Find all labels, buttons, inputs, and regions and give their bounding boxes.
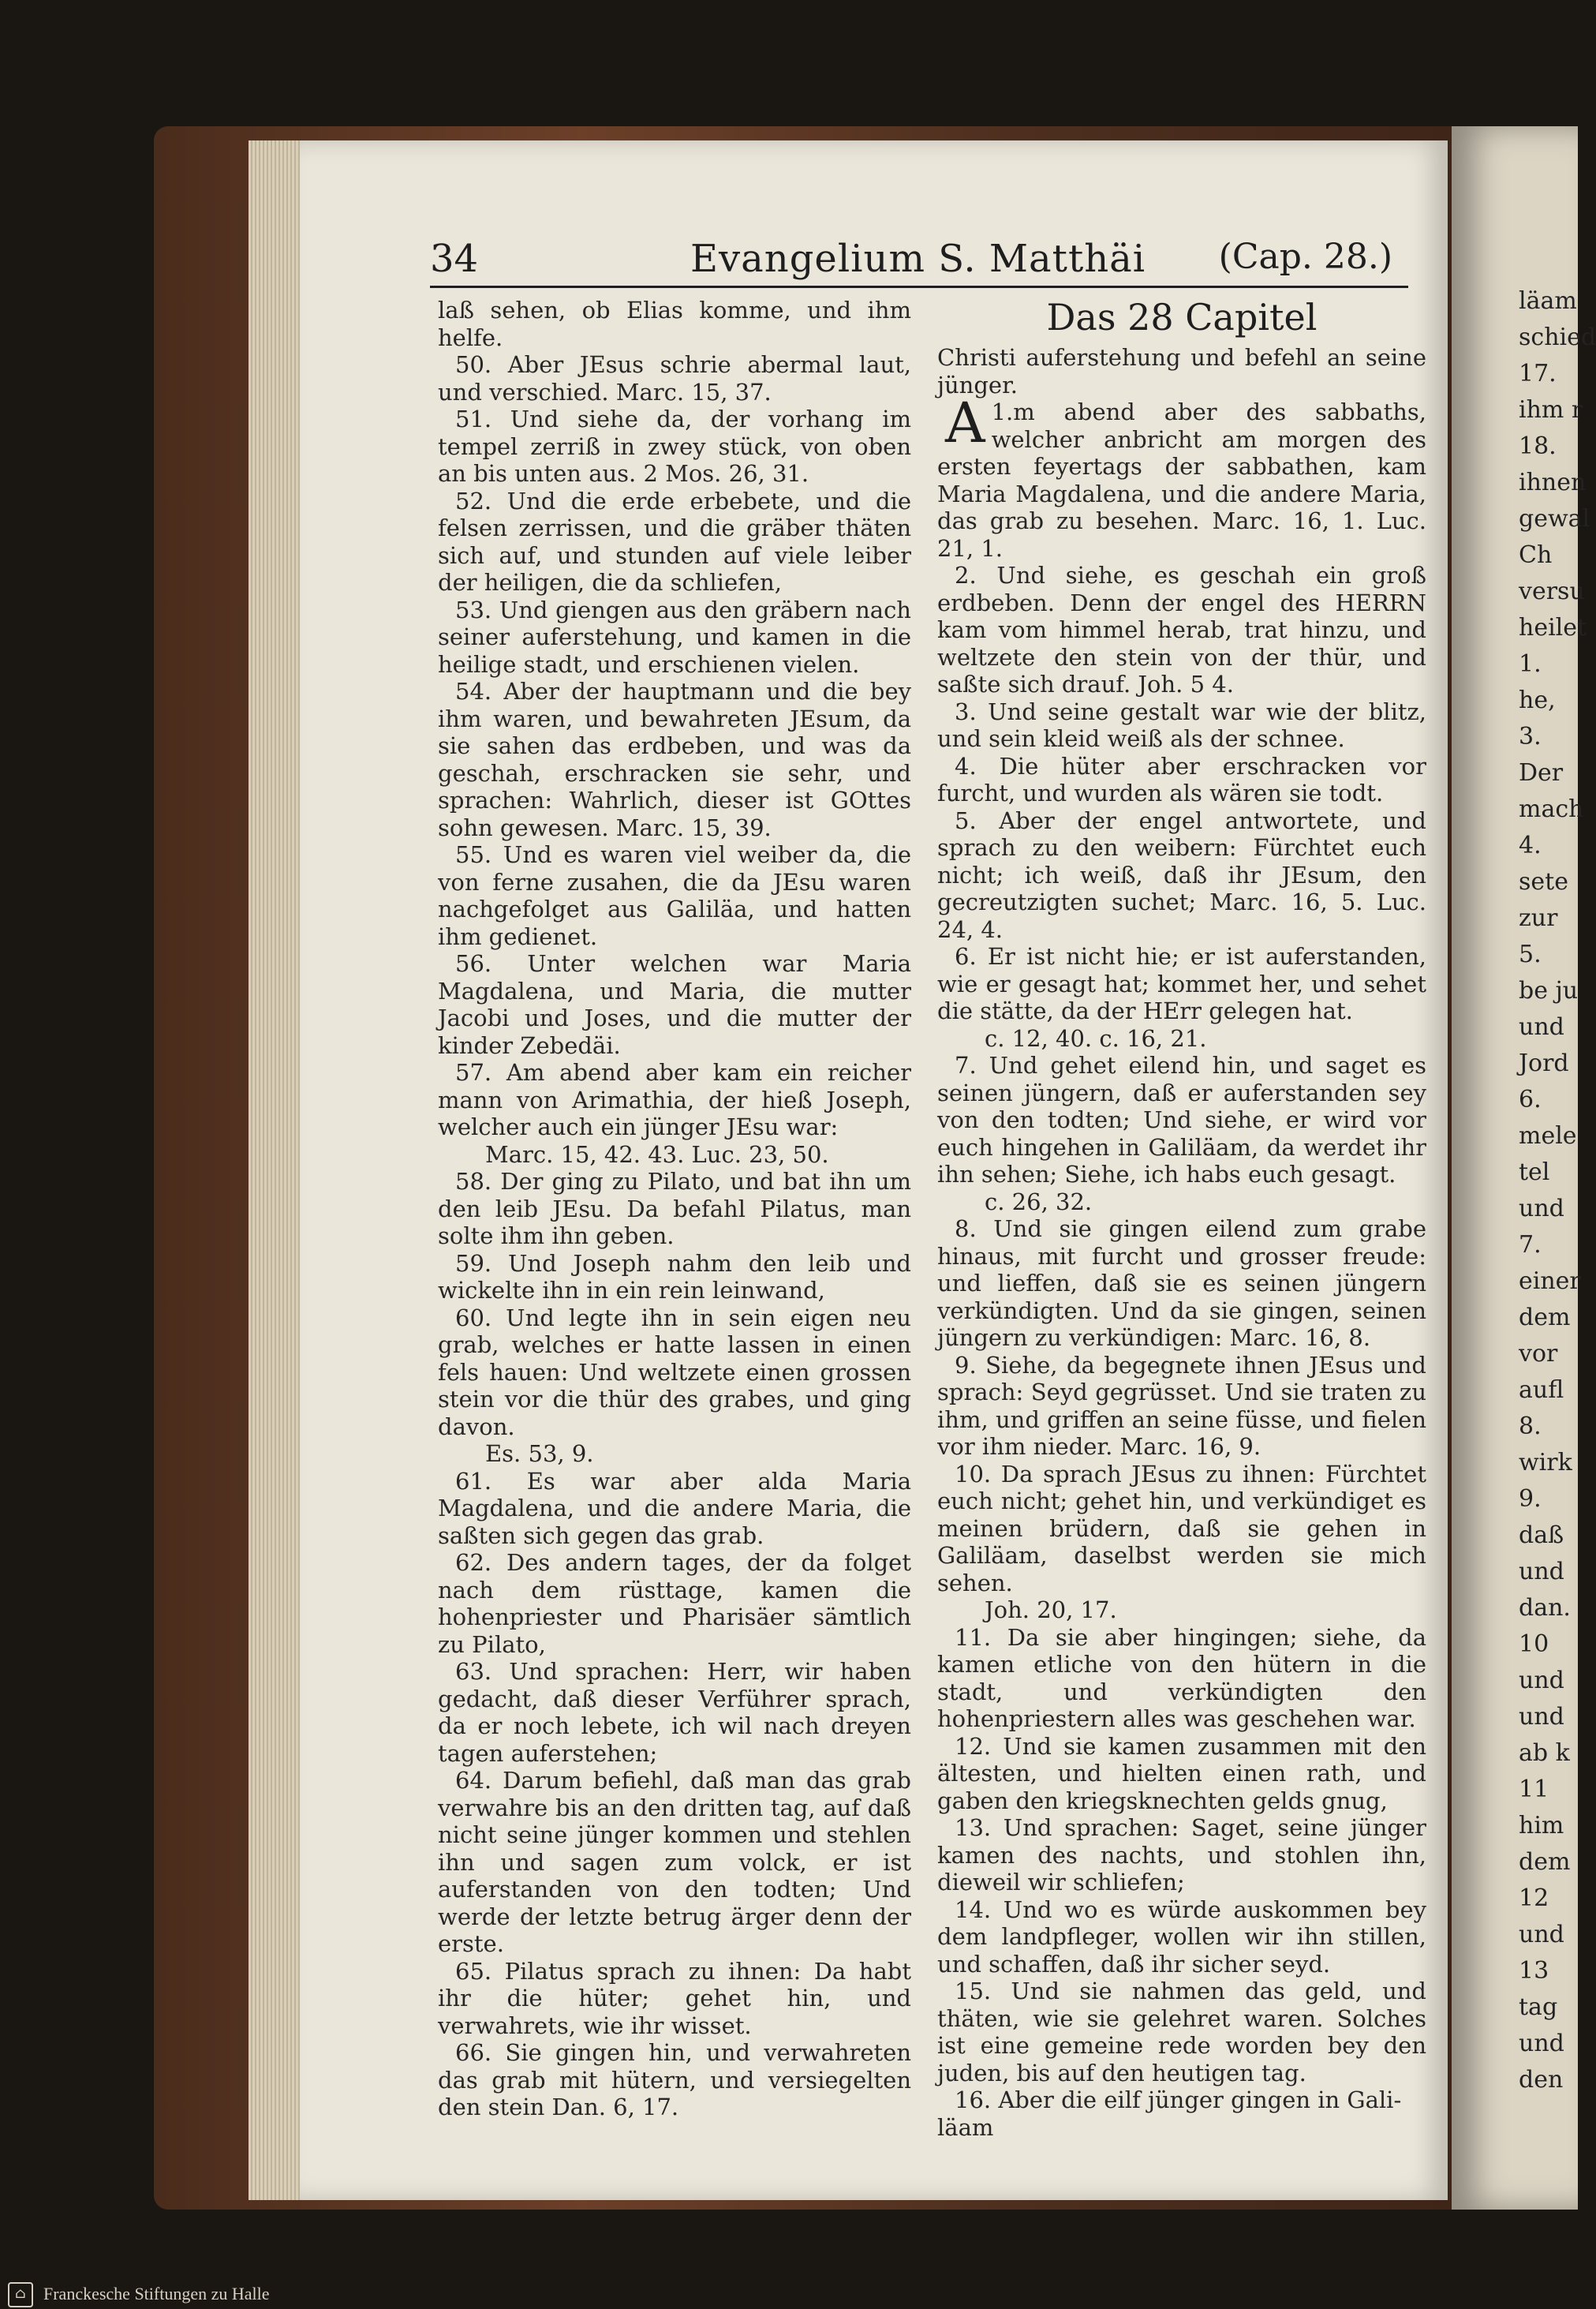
facing-page-fragment: 7.: [1519, 1231, 1542, 1259]
facing-page-fragment: versu: [1519, 578, 1585, 605]
verse-paragraph: 13. Und sprachen: Saget, seine jünger kamen des nachts, und stohlen ihn, dieweil wir schliefen;: [937, 1814, 1426, 1895]
verse-paragraph: 16. Aber die eilf jünger gingen in Gali-: [955, 2086, 1402, 2113]
facing-page-fragment: und: [1519, 1667, 1564, 1694]
verse-paragraph: 14. Und wo es würde auskommen bey dem landpfleger, wollen wir ihn stillen, und schaffen, daß ihr sicher seyd.: [937, 1895, 1426, 1978]
verse-paragraph: 50. Aber JEsus schrie abermal laut, und verschied. Marc. 15, 37.: [438, 351, 911, 406]
verse-paragraph: c. 26, 32.: [985, 1188, 1093, 1215]
running-head: Evangelium S. Matthäi: [690, 237, 1146, 281]
verse-paragraph: 8. Und sie gingen eilend zum grabe hinaus, mit furcht und grosser freude: und lieffen, daß sie es seinen jüngern verkündigten. Und da sie gingen, seinen jüngern zu verkündigen: Marc. 16, 8.: [937, 1215, 1426, 1351]
facing-page-fragment: und: [1519, 1013, 1564, 1041]
verse-list: [937, 562, 1426, 2114]
drop-cap: A: [945, 391, 985, 455]
verse-paragraph: 63. Und sprachen: Herr, wir haben gedacht, daß dieser Verführer sprach, da er noch lebete, ich wil nach dreyen tagen auferstehen;: [438, 1658, 911, 1767]
verse-paragraph: 2. Und siehe, es geschah ein groß erdbeben. Denn der engel des HERRN kam vom himmel herab, trat hinzu, und weltzete den stein von der thür, und saßte sich drauf. Joh. 5 4.: [937, 562, 1426, 698]
verse-paragraph: 53. Und giengen aus den gräbern nach seiner auferstehung, und kamen in die heilige stadt, und erschienen vielen.: [438, 596, 911, 678]
facing-page-fragment: ihnen: [1519, 469, 1587, 496]
facing-page-fragment: 9.: [1519, 1485, 1542, 1513]
facing-page-fragment: 4.: [1519, 832, 1542, 859]
verse-paragraph: 12. Und sie kamen zusammen mit den ältesten, und hielten einen rath, und gaben den kriegsknechten gelds gnug,: [937, 1732, 1426, 1814]
catchword: läam: [937, 2113, 994, 2141]
facing-page-fragment: tel: [1519, 1158, 1550, 1186]
institution-logo-icon: ⌂: [8, 2282, 33, 2307]
institution-name: Franckesche Stiftungen zu Halle: [43, 2284, 270, 2303]
verse-paragraph: 59. Und Joseph nahm den leib und wickelte ihn in ein rein leinwand,: [438, 1249, 911, 1304]
verse-paragraph: 11. Da sie aber hingingen; siehe, da kamen etliche von den hütern in die stadt, und verkündigten den hohenpriestern alles was geschehen war.: [937, 1623, 1426, 1732]
page-header: [430, 237, 1408, 288]
verse-paragraph: 15. Und sie nahmen das geld, und thäten, wie sie gelehret waren. Solches ist eine gemeine rede worden bey den juden, bis auf den heutigen tag.: [937, 1978, 1426, 2086]
facing-page-fragment: Der: [1519, 759, 1564, 787]
facing-page-fragment: 5.: [1519, 941, 1542, 968]
verse-paragraph: 4. Die hüter aber erschracken vor furcht, und wurden als wären sie todt.: [937, 752, 1426, 806]
facing-page-fragment: 13: [1519, 1957, 1549, 1985]
verse-paragraph: Es. 53, 9.: [485, 1440, 594, 1467]
verse-paragraph: laß sehen, ob Elias komme, und ihm helfe.: [438, 297, 911, 351]
verse-paragraph: 57. Am abend aber kam ein reicher mann von Arimathia, der hieß Joseph, welcher auch ein jünger JEsu war:: [438, 1059, 911, 1140]
chapter-summary: Christi auferstehung und befehl an seine jünger.: [937, 344, 1426, 399]
facing-page-fragment: vor: [1519, 1340, 1558, 1368]
verse-text: m abend aber des sabbaths, welcher anbricht am morgen des ersten feyertags der sabbathen, kam Maria Magdalena, und die andere Maria, das grab zu besehen. Marc. 16, 1. Luc. 21, 1.: [937, 399, 1426, 562]
facing-page-fragment: ab k: [1519, 1739, 1570, 1767]
facing-page-fragment: heilet: [1519, 614, 1587, 642]
verse-paragraph: 7. Und gehet eilend hin, und saget es seinen jüngern, daß er auferstanden sey von den todten; Und siehe, er wird vor euch hingehen in Galiläam, da werdet ihr ihn sehen; Siehe, ich habs euch gesagt.: [937, 1052, 1426, 1188]
verse-paragraph: 51. Und siehe da, der vorhang im tempel zerriß in zwey stück, von oben an bis unten aus. 2 Mos. 26, 31.: [438, 406, 911, 487]
verse-number: 1.: [991, 399, 1014, 425]
facing-page-fragment: daß: [1519, 1521, 1564, 1549]
facing-page-fragment: schied: [1519, 324, 1596, 351]
facing-page-fragment: 3.: [1519, 723, 1542, 750]
verse-paragraph: Joh. 20, 17.: [985, 1596, 1117, 1623]
verse-paragraph: Marc. 15, 42. 43. Luc. 23, 50.: [485, 1140, 829, 1168]
footer-bar: [0, 2277, 1578, 2309]
facing-page-fragment: 1.: [1519, 650, 1542, 678]
verse-paragraph: 56. Unter welchen war Maria Magdalena, und Maria, die mutter Jacobi und Joses, und die mutter der kinder Zebedäi.: [438, 950, 911, 1059]
facing-page: [1452, 126, 1596, 2210]
verse-paragraph: 3. Und seine gestalt war wie der blitz, und sein kleid weiß als der schnee.: [937, 698, 1426, 752]
facing-page-fragment: 10: [1519, 1630, 1549, 1658]
chapter-title: Das 28 Capitel: [1046, 296, 1318, 339]
facing-page-fragment: be ju: [1519, 977, 1579, 1005]
facing-page-fragment: gewal: [1519, 505, 1590, 533]
verse-paragraph: 9. Siehe, da begegnete ihnen JEsus und sprach: Seyd gegrüsset. Und sie traten zu ihm, und griffen an seine füsse, und fielen vor ihm nieder. Marc. 16, 9.: [937, 1351, 1426, 1460]
facing-page-fragment: und: [1519, 2030, 1564, 2057]
facing-page-fragment: einer: [1519, 1267, 1581, 1295]
verse-paragraph: 65. Pilatus sprach zu ihnen: Da habt ihr die hüter; gehet hin, und verwahrets, wie ihr wisset.: [438, 1957, 911, 2039]
facing-page-fragment: aufl: [1519, 1376, 1564, 1404]
verse-paragraph: 60. Und legte ihn in sein eigen neu grab, welches er hatte lassen in einen fels hauen: Und weltzete einen grossen stein vor die thür des grabes, und ging davon.: [438, 1304, 911, 1440]
left-text-column: [438, 297, 911, 2120]
facing-page-fragment: dem: [1519, 1304, 1571, 1331]
verse-paragraph: 64. Darum befiehl, daß man das grab verwahre bis an den dritten tag, auf daß nicht seine jünger kommen und stehlen ihn und sagen zum volck, er ist auferstanden von den todten; Und werde der letzte betrug ärger denn der erste.: [438, 1767, 911, 1957]
facing-page-fragment: zur: [1519, 904, 1558, 932]
verse-paragraph: 66. Sie gingen hin, und verwahreten das grab mit hütern, und versiegelten den stein Dan. 6, 17.: [438, 2039, 911, 2120]
page-edges: [249, 140, 304, 2200]
facing-page-fragment: und: [1519, 1703, 1564, 1731]
verse-paragraph: 54. Aber der hauptmann und die bey ihm waren, und bewahreten JEsum, da sie sahen das erdbeben, und was da geschah, erschracken sie sehr, und sprachen: Wahrlich, dieser ist GOttes sohn gewesen. Marc. 15, 39.: [438, 678, 911, 841]
verse-paragraph: 10. Da sprach JEsus zu ihnen: Fürchtet euch nicht; gehet hin, und verkündiget es meinen brüdern, daß sie gehen in Galiläam, daselbst werden sie mich sehen.: [937, 1460, 1426, 1596]
facing-page-fragment: ihm r: [1519, 396, 1583, 424]
facing-page-fragment: Jord: [1519, 1050, 1569, 1077]
facing-page-fragment: Ch: [1519, 541, 1553, 569]
facing-page-fragment: dan.: [1519, 1594, 1571, 1622]
first-verse: [937, 391, 1426, 562]
facing-page-fragment: und: [1519, 1195, 1564, 1222]
facing-page-fragment: und: [1519, 1558, 1564, 1585]
verse-paragraph: 5. Aber der engel antwortete, und sprach zu den weibern: Fürchtet euch nicht; ich weiß, daß ihr JEsum, den gecreutzigten suchet; Marc. 16, 5. Luc. 24, 4.: [937, 806, 1426, 943]
facing-page-fragment: 18.: [1519, 432, 1557, 460]
verse-paragraph: 58. Der ging zu Pilato, und bat ihn um den leib JEsu. Da befahl Pilatus, man solte ihm ihn geben.: [438, 1168, 911, 1249]
facing-page-fragment: und: [1519, 1921, 1564, 1948]
facing-page-fragment: he,: [1519, 687, 1556, 714]
verse-paragraph: 52. Und die erde erbebete, und die felsen zerrissen, und die gräber thäten sich auf, und stunden auf viele leiber der heiligen, die da schliefen,: [438, 487, 911, 596]
facing-page-fragment: 11: [1519, 1776, 1549, 1803]
verse-paragraph: 6. Er ist nicht hie; er ist auferstanden, wie er gesagt hat; kommet her, und sehet die stätte, da der HErr gelegen hat.: [937, 943, 1426, 1024]
facing-page-fragment: 8.: [1519, 1413, 1542, 1440]
facing-page-fragment: 6.: [1519, 1086, 1542, 1113]
facing-page-fragment: him: [1519, 1812, 1564, 1839]
facing-page-fragment: mach: [1519, 795, 1584, 823]
verse-paragraph: c. 12, 40. c. 16, 21.: [985, 1024, 1207, 1052]
right-text-column: [937, 296, 1426, 2141]
facing-page-fragment: dem: [1519, 1848, 1571, 1876]
chapter-reference: (Cap. 28.): [1218, 237, 1392, 277]
verse-paragraph: 55. Und es waren viel weiber da, die von ferne zusahen, die da JEsu waren nachgefolget aus Galiläa, und hatten ihm gedienet.: [438, 841, 911, 950]
page-number: 34: [430, 237, 479, 281]
facing-page-fragment: 17.: [1519, 360, 1557, 387]
facing-page-fragment: den: [1519, 2066, 1564, 2094]
verse-paragraph: 61. Es war aber alda Maria Magdalena, und die andere Maria, die saßten sich gegen das grab.: [438, 1467, 911, 1549]
facing-page-fragment: 12: [1519, 1884, 1549, 1912]
facing-page-fragment: mele: [1519, 1122, 1577, 1150]
verse-paragraph: 62. Des andern tages, der da folget nach dem rüsttage, kamen die hohenpriester und Pharisäer sämtlich zu Pilato,: [438, 1549, 911, 1658]
facing-page-fragment: tag: [1519, 1993, 1558, 2021]
facing-page-fragment: läam: [1519, 287, 1577, 315]
facing-page-fragment: sete: [1519, 868, 1568, 896]
facing-page-fragment: wirk: [1519, 1449, 1572, 1476]
